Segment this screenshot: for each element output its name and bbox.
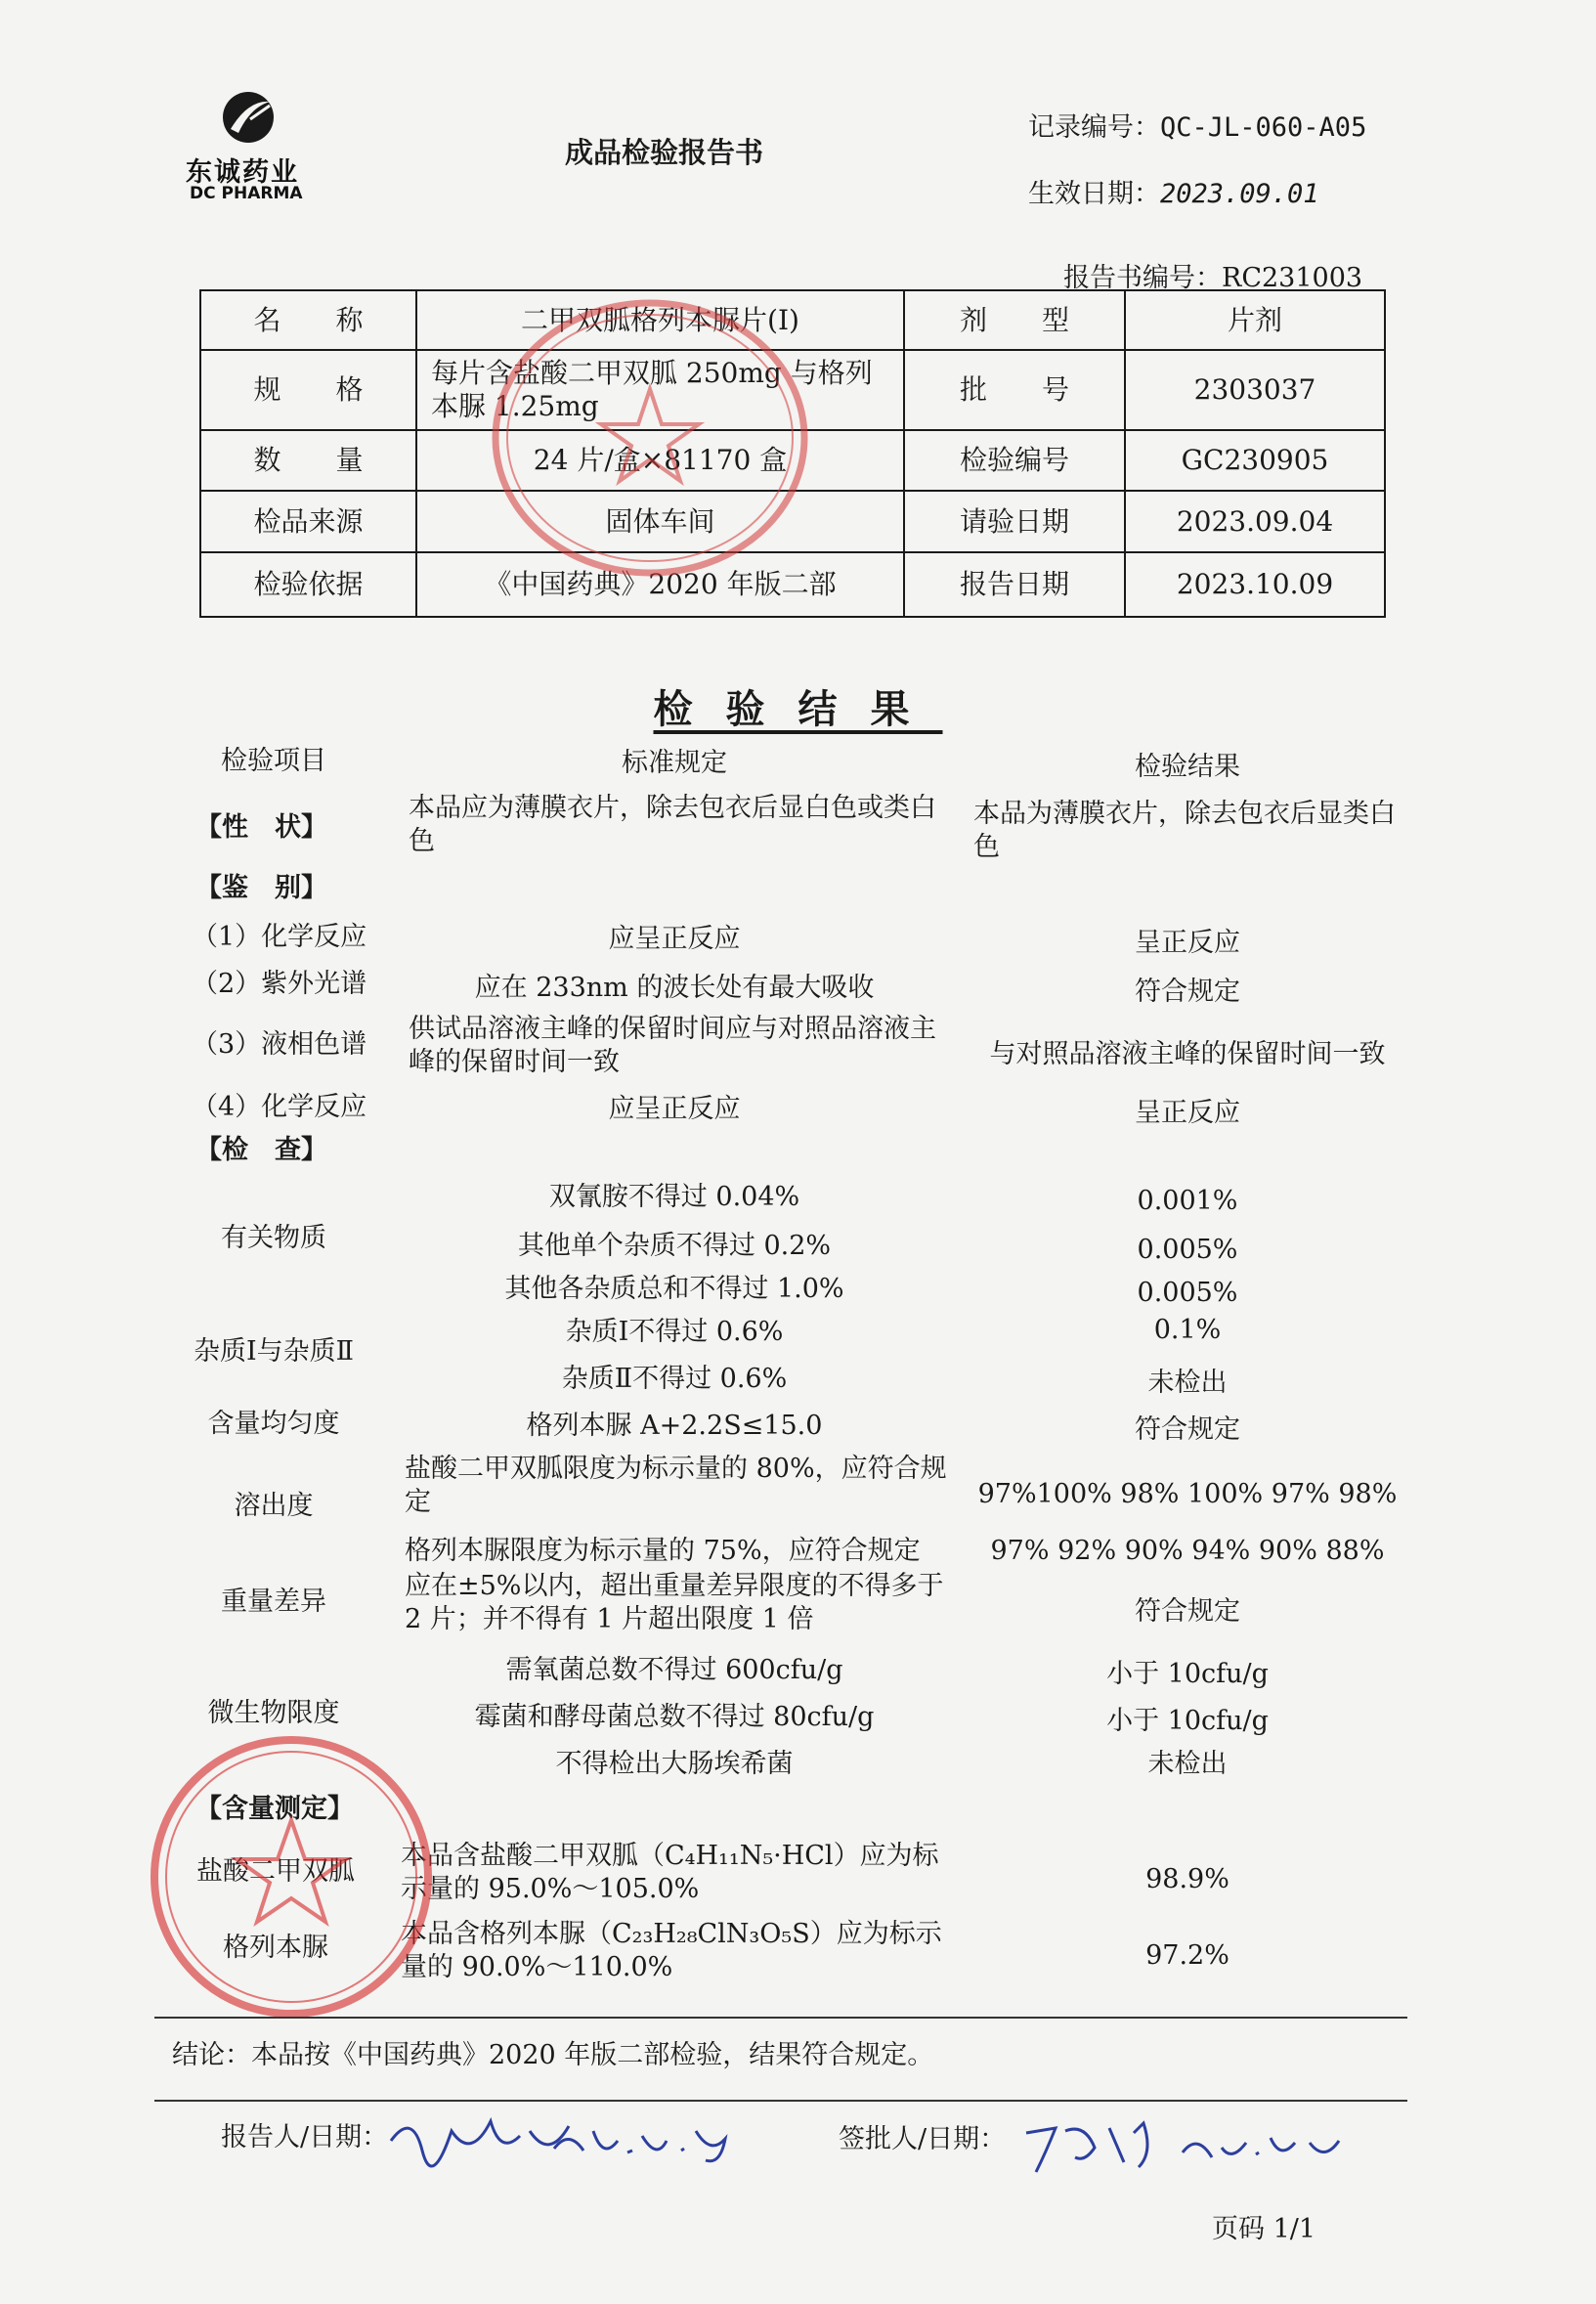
section-inspection: 【检 查】: [195, 1135, 327, 1165]
dissolution-1-result: 97%100% 98% 100% 97% 98%: [977, 1479, 1398, 1509]
character-result: 本品为薄膜衣片，除去包衣后显类白色: [973, 799, 1396, 862]
ident-3-item: （3）液相色谱: [192, 1029, 367, 1060]
microbial-item: 微生物限度: [207, 1698, 340, 1728]
assay-1-standard: 本品含盐酸二甲双胍（C₄H₁₁N₅·HCl）应为标示量的 95.0%～105.0%: [401, 1841, 939, 1904]
company-name-cn: 东诚药业: [186, 157, 299, 188]
weight-variation-result: 符合规定: [1135, 1596, 1240, 1627]
spec-value: 每片含盐酸二甲双胍 250mg 与格列本脲 1.25mg: [416, 350, 904, 430]
ident-1-result: 呈正反应: [1135, 928, 1240, 958]
impurity-2-result: 未检出: [1147, 1368, 1228, 1398]
ident-3-standard: 供试品溶液主峰的保留时间应与对照品溶液主峰的保留时间一致: [409, 1014, 936, 1077]
dissolution-2-standard: 格列本脲限度为标示量的 75%，应符合规定: [405, 1536, 921, 1566]
divider-top: [154, 2017, 1407, 2019]
ident-4-standard: 应呈正反应: [608, 1094, 741, 1124]
impurity-item: 杂质Ⅰ与杂质Ⅱ: [193, 1336, 355, 1367]
company-seal-stamp: [145, 1730, 438, 2023]
uniformity-item: 含量均匀度: [207, 1409, 340, 1439]
header-item: 检验项目: [221, 746, 326, 776]
assay-1-standard-part-a: 本品含盐酸二甲双胍（C: [401, 1841, 685, 1871]
reporter-label: 报告人/日期：: [221, 2122, 389, 2152]
microbial-1-result: 小于 10cfu/g: [1106, 1659, 1269, 1689]
name-label: 名 称: [200, 290, 416, 350]
record-number: [1028, 106, 1366, 144]
weight-variation-item: 重量差异: [221, 1587, 326, 1617]
report-date-value: 2023.10.09: [1125, 552, 1385, 617]
microbial-3-standard: 不得检出大肠埃希菌: [555, 1749, 794, 1779]
assay-1-item: 盐酸二甲双胍: [196, 1856, 355, 1887]
related-3-standard: 其他各杂质总和不得过 1.0%: [504, 1274, 844, 1304]
microbial-2-result: 小于 10cfu/g: [1106, 1706, 1269, 1736]
document-title: 成品检验报告书: [565, 136, 764, 169]
header-result: 检验结果: [1135, 752, 1240, 782]
related-substances-item: 有关物质: [221, 1223, 326, 1253]
name-value: 二甲双胍格列本脲片(Ⅰ): [416, 290, 904, 350]
basis-label: 检验依据: [200, 552, 416, 617]
conclusion-text: 结论：本品按《中国药典》2020 年版二部检验，结果符合规定。: [172, 2040, 934, 2070]
section-assay: 【含量测定】: [195, 1794, 354, 1824]
ident-2-item: （2）紫外光谱: [192, 969, 367, 999]
batch-label: 批 号: [904, 350, 1125, 430]
microbial-3-result: 未检出: [1147, 1749, 1228, 1779]
company-name-en: DC PHARMA: [190, 184, 303, 203]
impurity-1-standard: 杂质Ⅰ不得过 0.6%: [565, 1317, 784, 1347]
test-number-label: 检验编号: [904, 430, 1125, 491]
weight-variation-standard: 应在±5%以内，超出重量差异限度的不得多于 2 片；并不得有 1 片超出限度 1 倍: [405, 1571, 944, 1634]
report-number-value: RC231003: [1222, 263, 1363, 293]
request-date-label: 请验日期: [904, 491, 1125, 552]
approver-label: 签批人/日期：: [839, 2124, 1007, 2154]
dissolution-item: 溶出度: [234, 1491, 314, 1521]
section-character: 【性 状】: [195, 812, 327, 843]
approver-signature: [1016, 2104, 1349, 2182]
character-standard: 本品应为薄膜衣片，除去包衣后显白色或类白色: [409, 793, 936, 856]
dissolution-2-result: 97% 92% 90% 94% 90% 88%: [990, 1536, 1385, 1566]
basis-value: 《中国药典》2020 年版二部: [416, 552, 904, 617]
company-logo: [174, 90, 321, 207]
ident-1-standard: 应呈正反应: [608, 924, 741, 954]
divider-bottom: [154, 2100, 1407, 2102]
source-label: 检品来源: [200, 491, 416, 552]
page-number: 页码 1/1: [1212, 2214, 1316, 2244]
related-2-result: 0.005%: [1137, 1235, 1238, 1265]
uniformity-result: 符合规定: [1135, 1414, 1240, 1445]
source-value: 固体车间: [416, 491, 904, 552]
request-date-value: 2023.09.04: [1125, 491, 1385, 552]
effective-date: [1028, 172, 1319, 210]
reporter-signature: [383, 2102, 745, 2180]
related-1-standard: 双氰胺不得过 0.04%: [548, 1182, 800, 1212]
assay-2-standard-part-b: ）应为标示量的 90.0%～110.0%: [401, 1919, 942, 1982]
impurity-1-result: 0.1%: [1153, 1315, 1222, 1345]
batch-value: 2303037: [1125, 350, 1385, 430]
report-number-label: 报告书编号：: [1063, 263, 1222, 293]
dissolution-1-standard: 盐酸二甲双胍限度为标示量的 80%，应符合规定: [405, 1454, 947, 1517]
results-title: 检验结果: [653, 686, 943, 732]
header-standard: 标准规定: [622, 748, 727, 778]
ident-2-result: 符合规定: [1135, 977, 1240, 1007]
assay-2-result: 97.2%: [1145, 1940, 1229, 1971]
quantity-label: 数 量: [200, 430, 416, 491]
form-label: 剂 型: [904, 290, 1125, 350]
assay-1-standard-part-b: ）应为标示量的 95.0%～105.0%: [401, 1841, 939, 1904]
effective-date-label: 生效日期：: [1028, 179, 1160, 209]
form-value: 片剂: [1125, 290, 1385, 350]
ident-4-result: 呈正反应: [1135, 1098, 1240, 1128]
related-2-standard: 其他单个杂质不得过 0.2%: [517, 1231, 832, 1261]
record-number-value: QC-JL-060-A05: [1160, 112, 1367, 143]
effective-date-value: 2023.09.01: [1160, 179, 1319, 209]
related-3-result: 0.005%: [1137, 1278, 1238, 1308]
assay-2-standard: 本品含格列本脲（C₂₃H₂₈ClN₃O₅S）应为标示量的 90.0%～110.0%: [401, 1919, 942, 1982]
ident-4-item: （4）化学反应: [192, 1092, 367, 1122]
related-1-result: 0.001%: [1137, 1186, 1238, 1216]
test-number-value: GC230905: [1125, 430, 1385, 491]
section-identification: 【鉴 别】: [195, 873, 327, 903]
uniformity-standard: 格列本脲 A+2.2S≤15.0: [526, 1411, 823, 1441]
assay-2-item: 格列本脲: [223, 1933, 328, 1963]
ident-2-standard: 应在 233nm 的波长处有最大吸收: [474, 973, 875, 1003]
record-number-label: 记录编号：: [1028, 112, 1160, 143]
spec-label: 规 格: [200, 350, 416, 430]
impurity-2-standard: 杂质Ⅱ不得过 0.6%: [561, 1364, 788, 1394]
logo-mark-icon: [221, 90, 276, 145]
ident-3-result: 与对照品溶液主峰的保留时间一致: [989, 1039, 1386, 1069]
assay-1-result: 98.9%: [1145, 1864, 1229, 1894]
quality-seal-stamp: [489, 295, 811, 581]
ident-1-item: （1）化学反应: [192, 922, 367, 952]
microbial-1-standard: 需氧菌总数不得过 600cfu/g: [505, 1655, 843, 1685]
quantity-value: 24 片/盒×81170 盒: [416, 430, 904, 491]
report-date-label: 报告日期: [904, 552, 1125, 617]
assay-2-standard-part-a: 本品含格列本脲（C: [401, 1919, 632, 1949]
microbial-2-standard: 霉菌和酵母菌总数不得过 80cfu/g: [474, 1702, 875, 1732]
